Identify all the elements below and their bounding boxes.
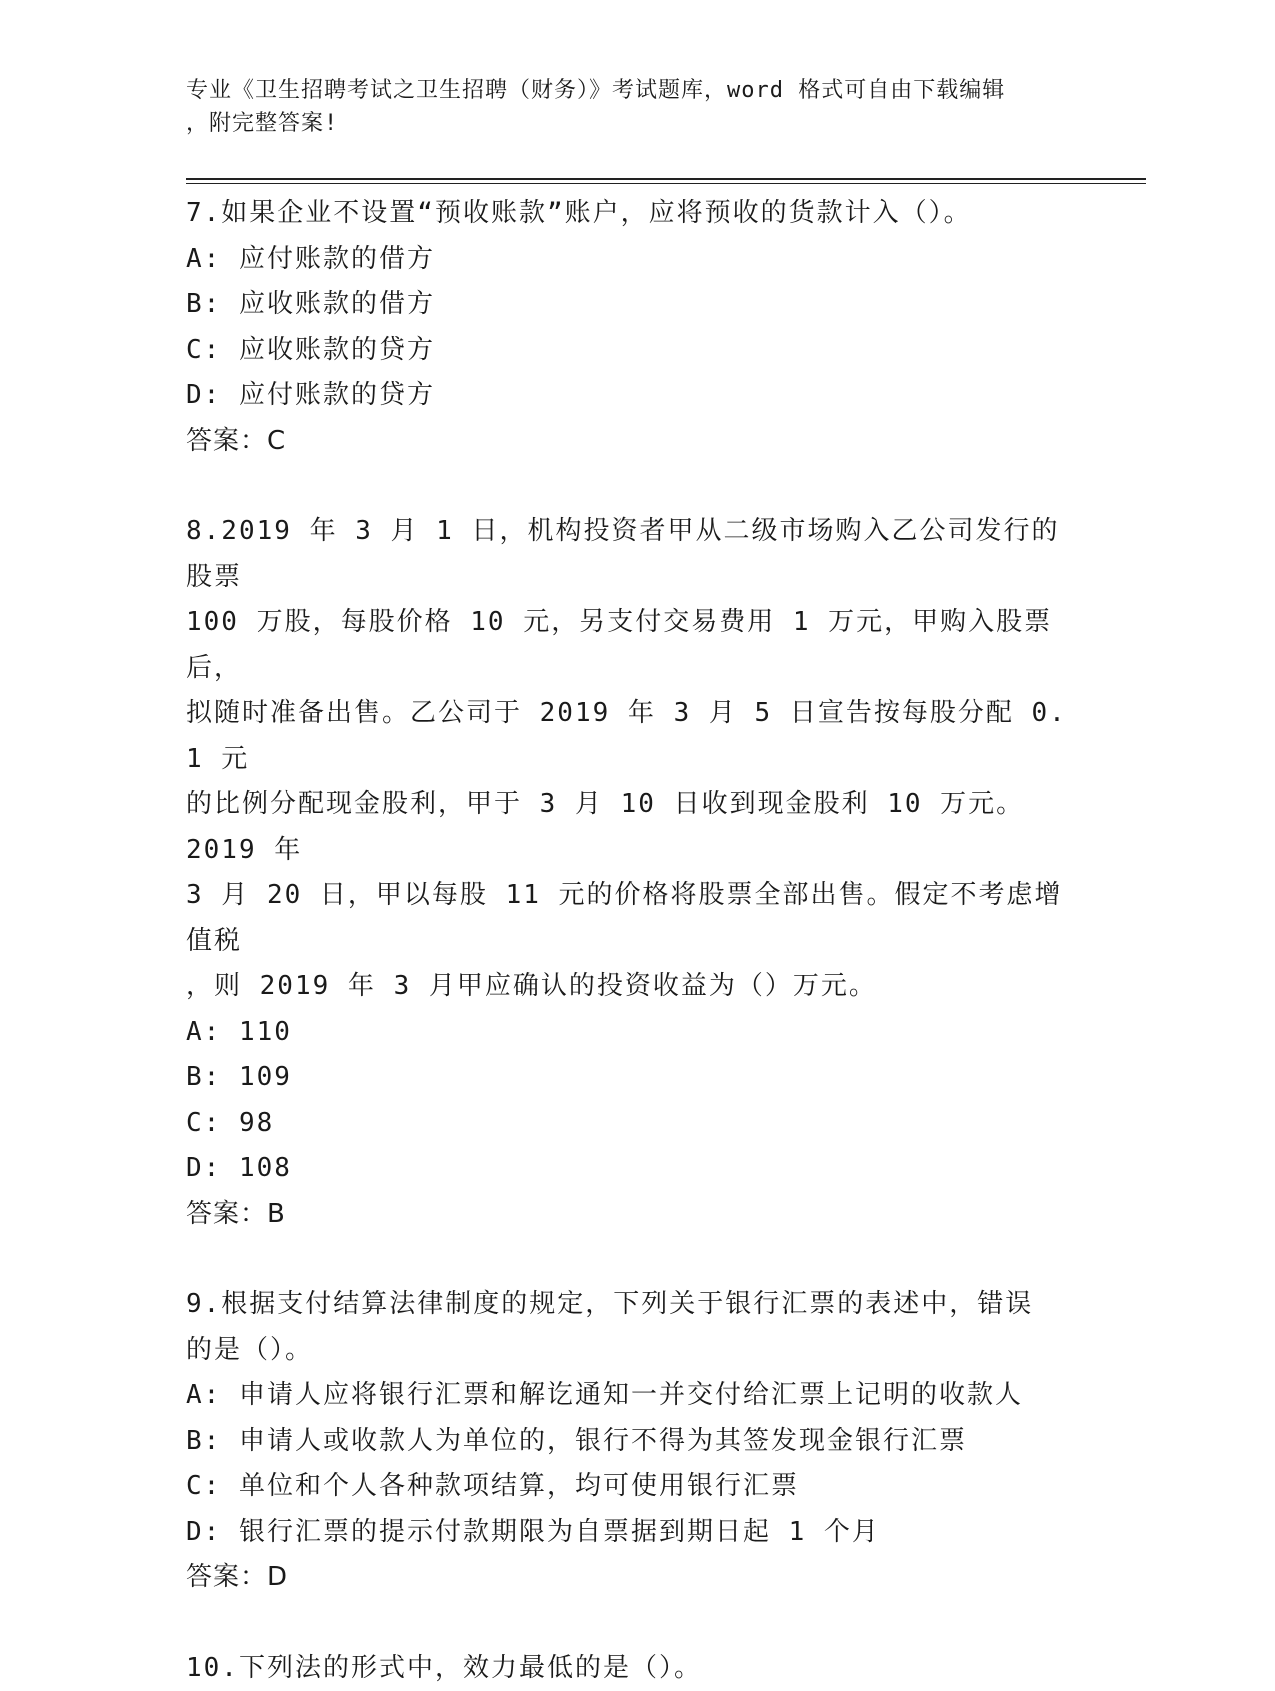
question-stem-line: 8.2019 年 3 月 1 日，机构投资者甲从二级市场购入乙公司发行的股票 bbox=[186, 509, 1086, 600]
answer-key: 答案：C bbox=[186, 419, 1086, 465]
question-spacer bbox=[186, 1601, 1086, 1646]
question-spacer bbox=[186, 1237, 1086, 1282]
question-stem-line: 10.下列法的形式中，效力最低的是（）。 bbox=[186, 1646, 1086, 1691]
header-line-2: ，附完整答案! bbox=[186, 107, 1066, 140]
question-stem-line: 3 月 20 日，甲以每股 11 元的价格将股票全部出售。假定不考虑增值税 bbox=[186, 873, 1086, 964]
answer-option: A: 应付账款的借方 bbox=[186, 237, 1086, 283]
header-line-1: 专业《卫生招聘考试之卫生招聘（财务）》考试题库，word 格式可自由下载编辑 bbox=[186, 74, 1066, 107]
question-list bbox=[186, 191, 1086, 1691]
question-stem-line: ，则 2019 年 3 月甲应确认的投资收益为（）万元。 bbox=[186, 964, 1086, 1010]
question-stem-line: 100 万股，每股价格 10 元，另支付交易费用 1 万元，甲购入股票后， bbox=[186, 600, 1086, 691]
question-block bbox=[186, 1646, 1086, 1691]
answer-option: D: 银行汇票的提示付款期限为自票据到期日起 1 个月 bbox=[186, 1510, 1086, 1556]
answer-option: A: 申请人应将银行汇票和解讫通知一并交付给汇票上记明的收款人 bbox=[186, 1373, 1086, 1419]
question-block bbox=[186, 509, 1086, 1237]
document-header bbox=[186, 74, 1066, 140]
header-divider-thin bbox=[186, 183, 1146, 184]
answer-option: D: 应付账款的贷方 bbox=[186, 373, 1086, 419]
question-stem-line: 的比例分配现金股利，甲于 3 月 10 日收到现金股利 10 万元。2019 年 bbox=[186, 782, 1086, 873]
question-stem-line: 的是（）。 bbox=[186, 1328, 1086, 1374]
answer-option: A: 110 bbox=[186, 1010, 1086, 1056]
answer-option: C: 应收账款的贷方 bbox=[186, 328, 1086, 374]
answer-option: C: 单位和个人各种款项结算，均可使用银行汇票 bbox=[186, 1464, 1086, 1510]
answer-option: C: 98 bbox=[186, 1101, 1086, 1147]
question-block bbox=[186, 1282, 1086, 1601]
question-stem-line: 7.如果企业不设置“预收账款”账户，应将预收的货款计入（）。 bbox=[186, 191, 1086, 237]
answer-option: B: 109 bbox=[186, 1055, 1086, 1101]
header-divider-thick bbox=[186, 178, 1146, 180]
answer-option: B: 应收账款的借方 bbox=[186, 282, 1086, 328]
question-stem-line: 拟随时准备出售。乙公司于 2019 年 3 月 5 日宣告按每股分配 0. 1 元 bbox=[186, 691, 1086, 782]
answer-option: D: 108 bbox=[186, 1146, 1086, 1192]
answer-key: 答案：B bbox=[186, 1192, 1086, 1238]
answer-option: B: 申请人或收款人为单位的，银行不得为其签发现金银行汇票 bbox=[186, 1419, 1086, 1465]
question-block bbox=[186, 191, 1086, 464]
answer-key: 答案：D bbox=[186, 1555, 1086, 1601]
question-stem-line: 9.根据支付结算法律制度的规定，下列关于银行汇票的表述中，错误 bbox=[186, 1282, 1086, 1328]
question-spacer bbox=[186, 464, 1086, 509]
